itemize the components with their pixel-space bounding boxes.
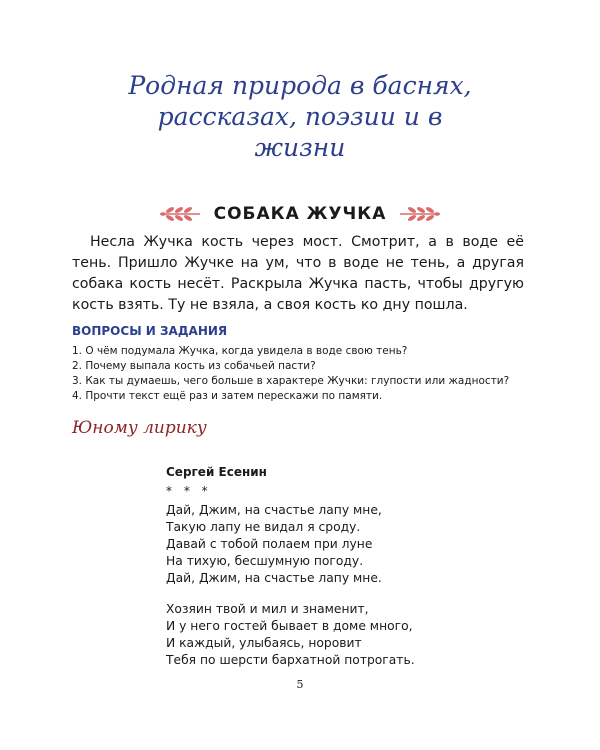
poem-author: Сергей Есенин	[166, 465, 267, 479]
story-heading	[0, 204, 600, 224]
poem-line: Дай, Джим, на счастье лапу мне,	[166, 503, 382, 517]
poem-line: Дай, Джим, на счастье лапу мне.	[166, 571, 382, 585]
poem-asterisks: * * *	[166, 484, 212, 498]
left-sprig-ornament-icon	[160, 205, 202, 223]
chapter-title-line-2: рассказах, поэзии и в жизни	[157, 102, 443, 162]
section-label: Юному лирику	[72, 418, 207, 438]
poem-line: Давай с тобой полаем при луне	[166, 537, 373, 551]
page-number: 5	[296, 678, 304, 691]
questions-list	[72, 344, 542, 404]
poem-stanza-2	[166, 601, 415, 669]
question-item: 1. О чём подумала Жучка, когда увидела в воде свою тень?	[72, 345, 408, 357]
poem-line: И у него гостей бывает в доме много,	[166, 619, 413, 633]
question-item: 4. Прочти текст ещё раз и затем перескажи по памяти.	[72, 390, 383, 402]
poem-line: Тебя по шерсти бархатной потрогать.	[166, 653, 415, 667]
poem-line: Хозяин твой и мил и знаменит,	[166, 602, 369, 616]
question-item: 3. Как ты думаешь, чего больше в характере Жучки: глупости или жадности?	[72, 375, 510, 387]
chapter-title-line-1: Родная природа в баснях,	[128, 71, 472, 100]
poem-line: И каждый, улыбаясь, норовит	[166, 636, 362, 650]
poem-line: На тихую, бесшумную погоду.	[166, 554, 364, 568]
story-text: Несла Жучка кость через мост. Смотрит, а в воде её тень. Пришло Жучке на ум, что в воде не тень, а другая собака кость несёт. Раскрыла Жучка пасть, чтобы другую кость взять. Ту не взяла, а своя кость ко дну пошла.	[72, 234, 524, 313]
poem-stanza-1	[166, 502, 382, 587]
chapter-title	[120, 70, 480, 163]
right-sprig-ornament-icon	[398, 205, 440, 223]
question-item: 2. Почему выпала кость из собачьей пасти?	[72, 360, 316, 372]
story-title: СОБАКА ЖУЧКА	[213, 204, 387, 224]
poem-line: Такую лапу не видал я сроду.	[166, 520, 361, 534]
questions-heading: ВОПРОСЫ И ЗАДАНИЯ	[72, 324, 228, 338]
